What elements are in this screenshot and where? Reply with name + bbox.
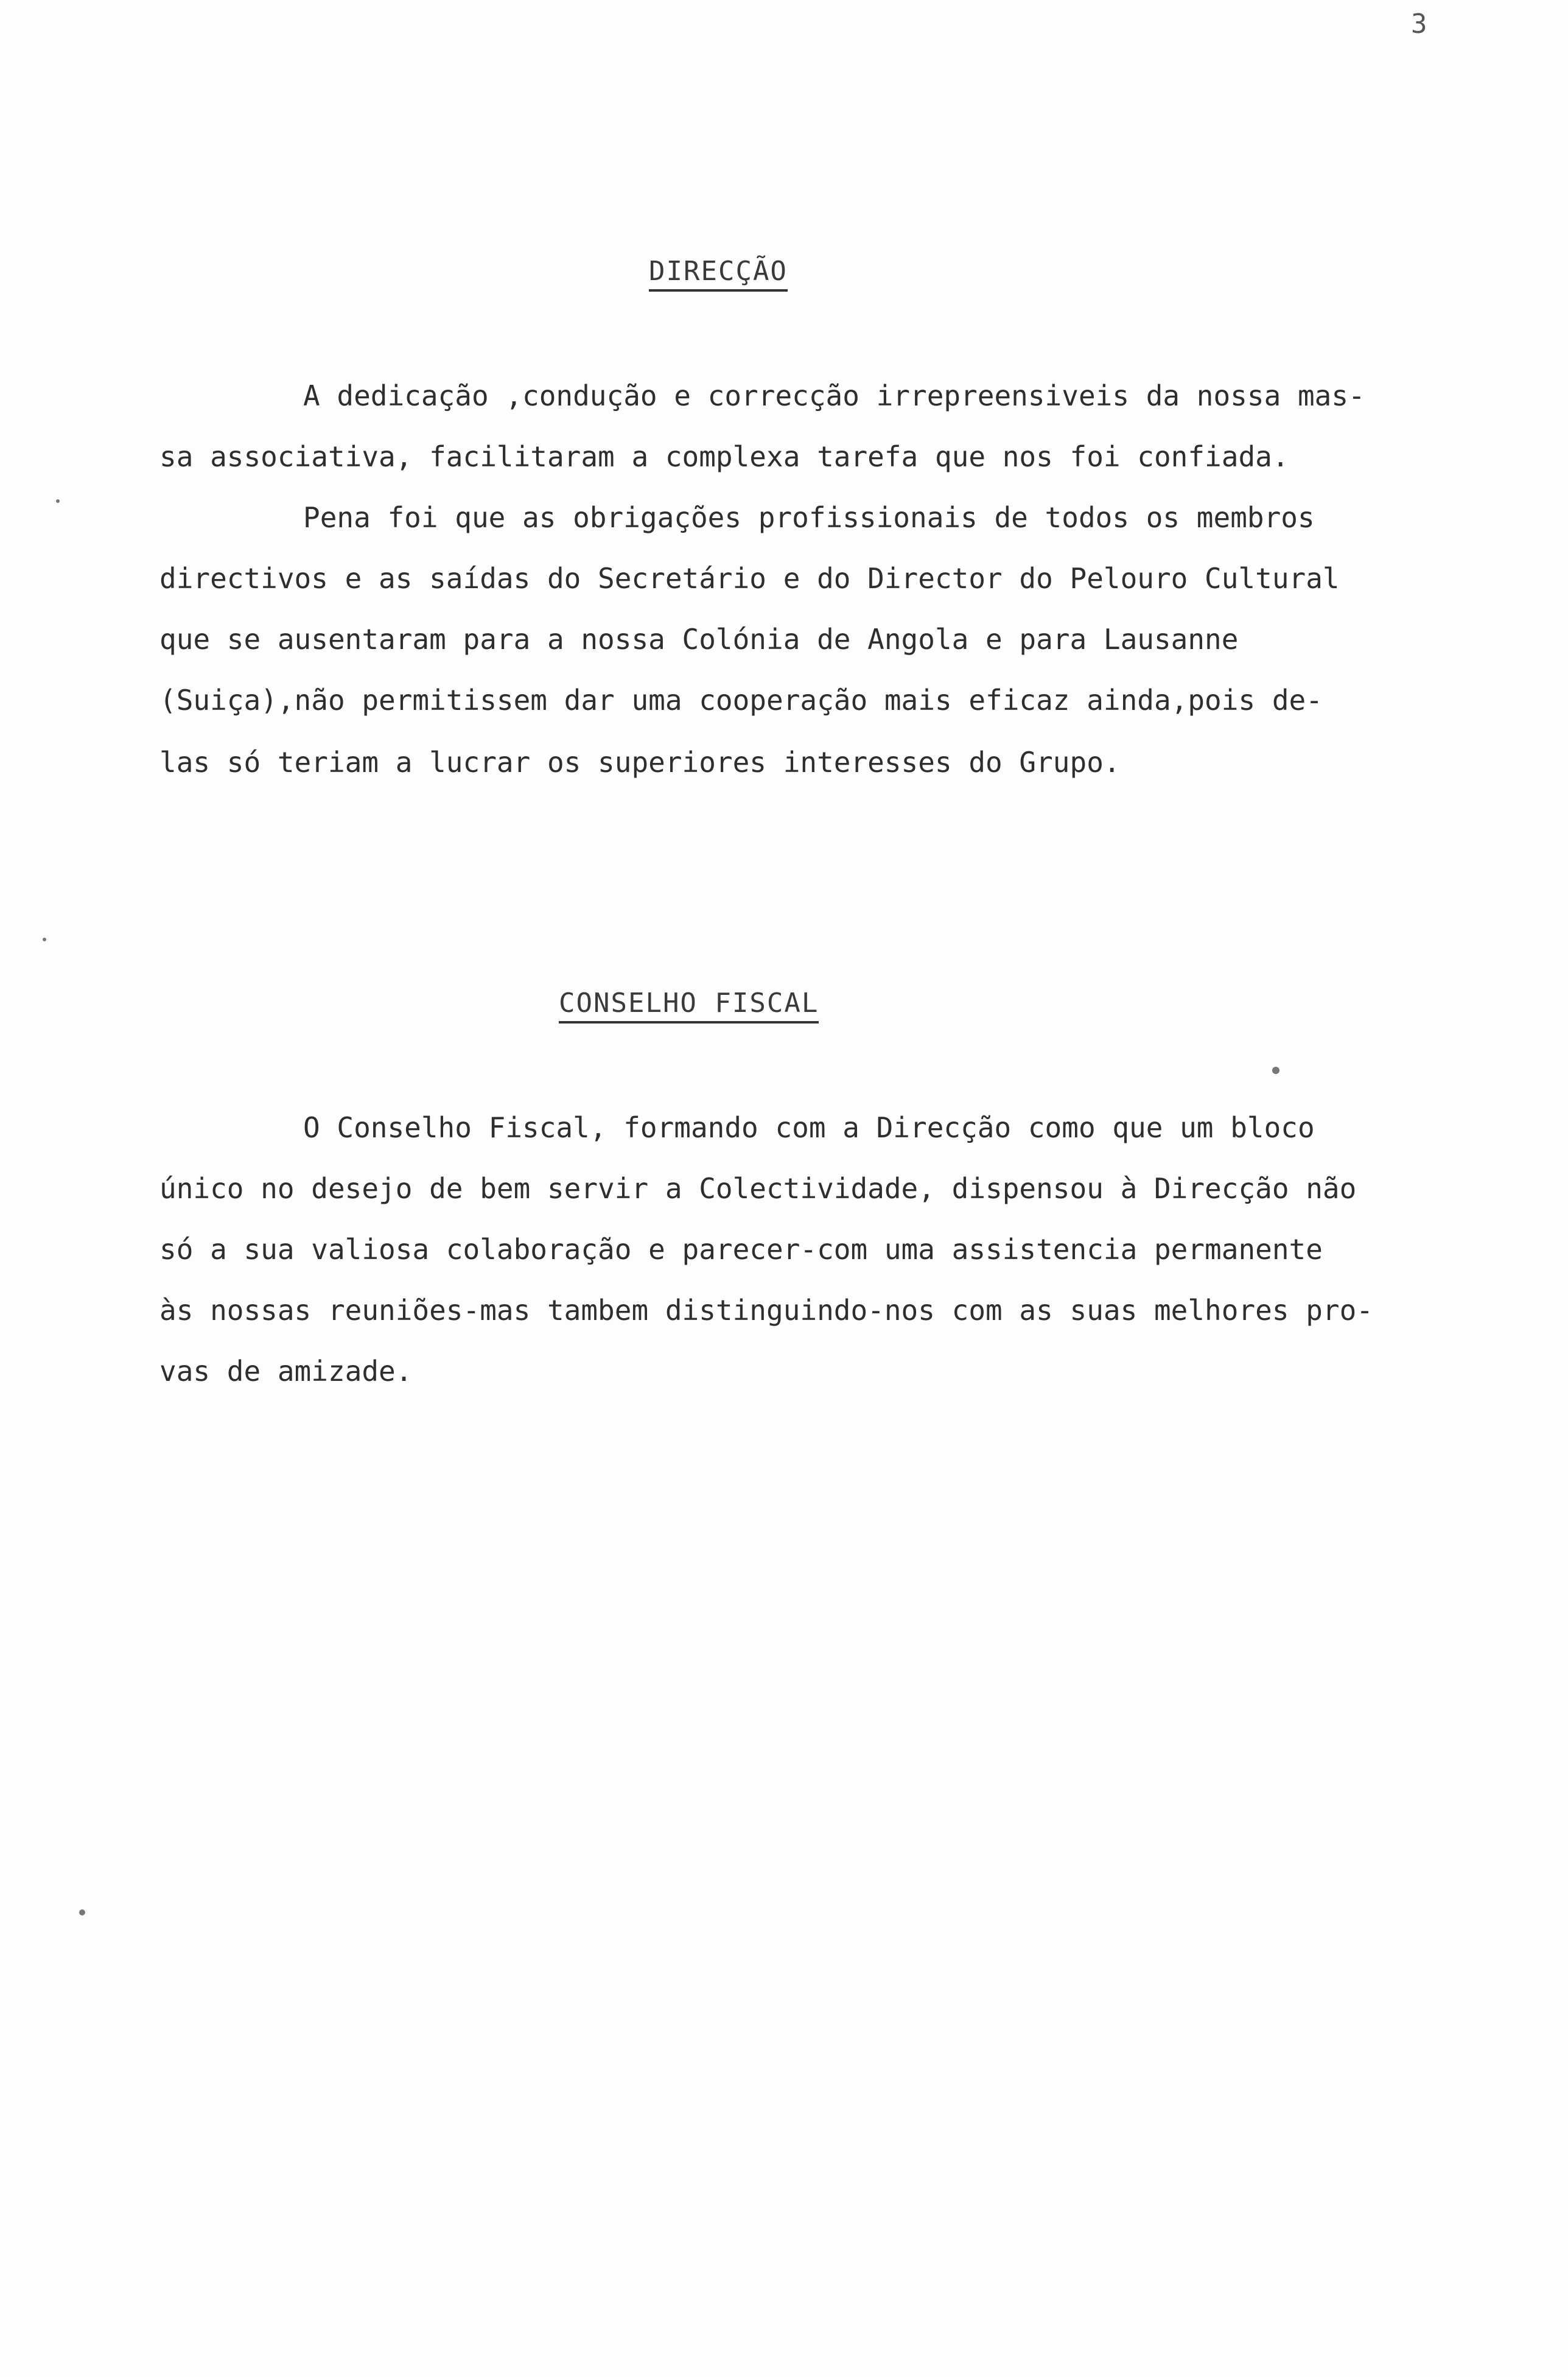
paragraph-line: las só teriam a lucrar os superiores interesses do Grupo.	[159, 746, 1121, 779]
page-number: 3	[1411, 9, 1427, 40]
paragraph-line: só a sua valiosa colaboração e parecer-com uma assistencia permanente	[159, 1233, 1323, 1266]
paragraph-line: às nossas reuniões-mas tambem distinguindo-nos com as suas melhores pro-	[159, 1294, 1373, 1327]
scan-speck	[79, 1909, 85, 1915]
paragraph-line: sa associativa, facilitaram a complexa tarefa que nos foi confiada.	[159, 440, 1289, 473]
paragraph-line: O Conselho Fiscal, formando com a Direcção como que um bloco	[303, 1111, 1315, 1144]
paragraph-line: único no desejo de bem servir a Colectividade, dispensou à Direcção não	[159, 1172, 1357, 1205]
section-heading-conselho-fiscal: CONSELHO FISCAL	[559, 988, 819, 1023]
section-heading-direccao: DIRECÇÃO	[649, 256, 788, 292]
scan-speck	[1272, 1067, 1279, 1074]
scan-speck	[43, 938, 46, 941]
paragraph-line: A dedicação ,condução e correcção irrepreensiveis da nossa mas-	[303, 379, 1365, 412]
paragraph-line: (Suiça),não permitissem dar uma cooperação mais eficaz ainda,pois de-	[159, 684, 1323, 717]
paragraph-line: vas de amizade.	[159, 1355, 413, 1388]
paragraph-line: directivos e as saídas do Secretário e do Director do Pelouro Cultural	[159, 562, 1340, 595]
paragraph-line: que se ausentaram para a nossa Colónia de Angola e para Lausanne	[159, 623, 1239, 656]
paragraph-line: Pena foi que as obrigações profissionais de todos os membros	[303, 501, 1315, 534]
scan-speck	[56, 499, 60, 503]
